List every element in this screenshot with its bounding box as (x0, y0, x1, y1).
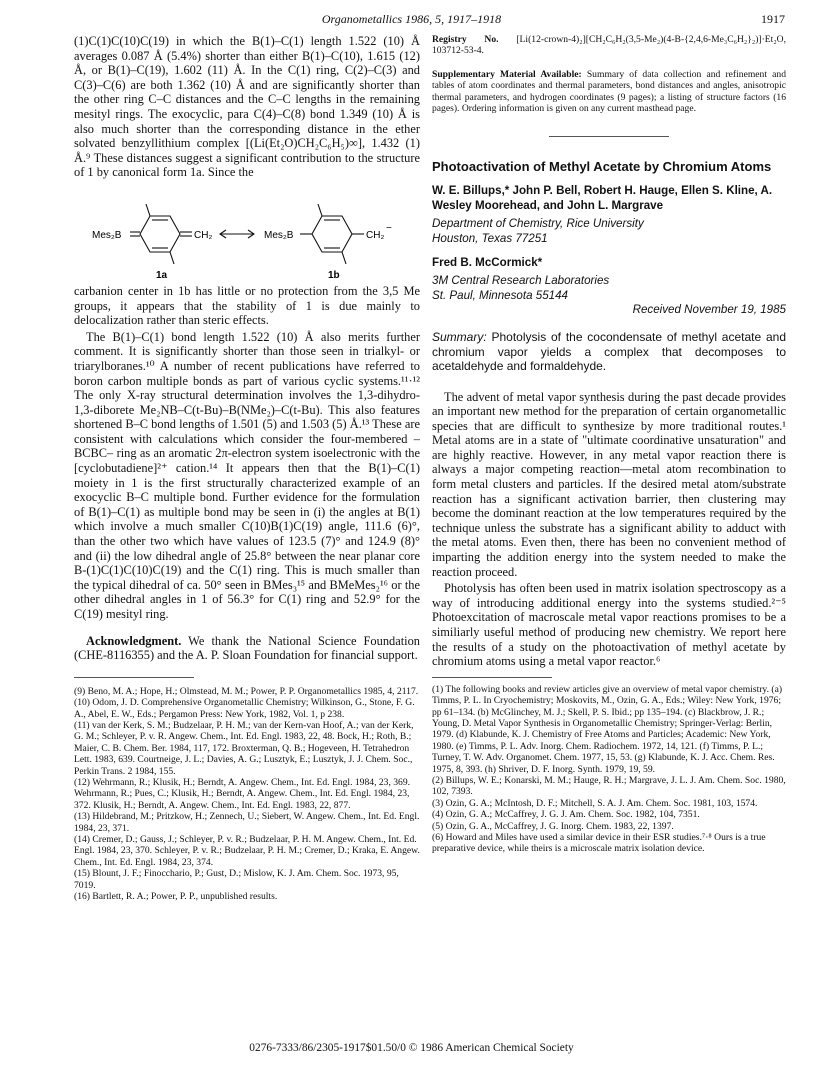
author-list-2: Fred B. McCormick* (432, 256, 543, 270)
article-title: Photoactivation of Methyl Acetate by Chromium Atoms (432, 159, 772, 175)
supplementary-material (432, 69, 786, 115)
footnote-rule (74, 677, 194, 678)
reference-item: (11) van der Kerk, S. M.; Budzelaar, P. H. M.; van der Kern-van Hoof, A.; van der Kerk, G. M.; Schleyer, P. v. R. Angew. Chem., Int. Ed. Engl. 1983, 22, 48. Bock, H.; Roth, B.; Maier, C. B. Chem. Ber. 1984, 117, 172. Broxterman, Q. B.; Hogeveen, H. Tetrahedron Lett. 1983, 639. Courtneige, J. L.; Davies, A. G.; Lusztyk, E.; Lusztyk, J. J. Chem. Soc., Perkin Trans. 2 1984, 155. (74, 720, 414, 777)
reference-item: (16) Bartlett, R. A.; Power, P. P., unpublished results. (74, 891, 278, 903)
reference-item: (15) Blount, J. F.; Finocchario, P.; Gust, D.; Mislow, K. J. Am. Chem. Soc. 1973, 95, 7019. (74, 868, 399, 891)
negative-charge-label: − (386, 222, 392, 234)
right-ch2-label: CH₂ (366, 229, 385, 241)
resonance-structures-svg (74, 188, 420, 280)
footnote-rule (432, 677, 552, 678)
left-paragraph-1: (1)C(1)C(10)C(19) in which the B(1)–C(1) length 1.522 (10) Å averages 0.087 Å (5.4%) shorter than either B(1)–C(10), 1.615 (12) Å, or B(1)–C(19), 1.602 (11) Å. In the C(1) ring, C(2)–C(3) and C(3)–C(6) are both 1.362 (10) Å and are significantly shorter than the other ring C–C distances and the C–C lengths in the remaining mesityl rings. The exocyclic, para C(4)–C(8) bond 1.349 (10) Å is also much shorter than the corresponding distance in the ether solvated benzyllithium complex [(Li(Et₂O)CH₂C₆H₅)∞], 1.432 (1) Å.⁹ These distances suggest a significant contribution to the structure of 1 by canonical form 1a. Since the (74, 34, 420, 180)
left-column (74, 34, 420, 903)
left-borane-label: Mes₂B (92, 229, 122, 241)
summary-text: Photolysis of the cocondensate of methyl acetate and chromium vapor yields a complex that decomposes to acetaldehyde and formaldehyde. (432, 330, 786, 374)
page-footer: 0276-7333/86/2305-1917$01.50/0 © 1986 American Chemical Society (249, 1042, 574, 1054)
left-paragraph-3: The B(1)–C(1) bond length 1.522 (10) Å also merits further comment. It is significantly shorter than those seen in trialkyl- or triarylboranes.¹⁰ A number of recent publications have referred to boron carbon multiple bonds as part of various cyclic systems.¹¹·¹² The only X-ray structural determination involves the 1,3-dihydro-1,3-diborete Me₂NB–C(t-Bu)–B(NMe₂)–C(t-Bu). This also features shortened B–C bond lengths of 1.501 (5) and 1.503 (5) Å.¹³ These are consistent with calculations which consider the four-membered –BCBC– ring as an aromatic 2π-electron system isoelectronic with the [cyclobutadiene]²⁺ cation.¹⁴ It appears then that the B(1)–C(1) moiety in 1 is the first structurally characterized example of an exocyclic B–C multiple bond. Further evidence for the formulation of B(1)–C(1) as multiple bond may be seen in (i) the angles at B(1) which involve a much smaller C(10)B(1)C(19) angle, 111.6 (6)°, than the other two which have values of 123.5 (7)° and 124.9 (8)° and (ii) the low dihedral angle of 25.8° between the near planar core B-(1)C(1)C(10)C(19) and the C(1) ring. This is much smaller than the typical dihedral of ca. 50° seen in BMes₃¹⁵ and BMeMes₂¹⁶ or the other dihedral angles in 1 of 56.3° for C(1) ring and 52.9° for the C(19) mesityl ring. (74, 329, 420, 621)
reference-item: (1) The following books and review articles give an overview of metal vapor chemistry. (a) Timms, P. L. In Cryochemistry; Moskovits, M., Ozin, G. A., Eds.; Wiley: New York, 1976; pp 61–134. (b) McGlinchey, M. J.; Skell, P. S. Ibid.; pp 135–194. (c) Blackbrow, J. R.; Young, D. Metal Vapor Synthesis in Organometallic Chemistry; Springer-Verlag: Berlin, 1979. (d) Klabunde, K. J. Chemistry of Free Atoms and Particles; Academic: New York, 1980. (e) Timms, P. L. Adv. Inorg. Chem. Radiochem. 1972, 14, 121. (f) Timms, P. L.; Turney, T. W. Adv. Organomet. Chem. 1977, 15, 53. (g) Klabunde, K. J. Acc. Chem. Res. 1975, 8, 393. (h) Shriver, D. F. Inorg. Synth. 1979, 19, 59. (432, 683, 783, 775)
right-body-paragraph-1: The advent of metal vapor synthesis during the past decade provides an important new method for the preparation of certain organometallic species that are difficult to synthesize by more traditional routes.¹ Metal atoms are in a state of "ultimate coordinative unsaturation" and are highly reactive. However, in any metal vapor reaction there is always a major competing reaction—metal atom recombination to form metal clusters and particles. If the desired metal atom/substrate reaction has a significant activation barrier, then clustering may become the dominant reaction at the low temperatures required by the technique unless the substrate has a significant ability to adduct with the metal atoms. Even then, there has been no convenient method of imparting the addition energy into the system needed to make the reaction proceed. (432, 389, 786, 579)
registry-text: [Li(12-crown-4)₂][CH₂C₆H₂(3,5-Me₂)(4-B-{2,4,6-Me₃C₆H₂}₂)]·Et₂O, 103712-53-4. (432, 34, 787, 57)
left-paragraph-2: carbanion center in 1b has little or no protection from the 3,5 Me groups, it appears that the stability of 1 is due mainly to delocalization rather than steric effects. (74, 283, 420, 328)
affiliation-2-line-2: St. Paul, Minnesota 55144 (432, 288, 568, 302)
right-column (432, 34, 786, 855)
registry-numbers (432, 34, 786, 57)
author-list-1: W. E. Billups,* John P. Bell, Robert H. Hauge, Ellen S. Kline, A. Wesley Moorehead, and John L. Margrave (432, 184, 773, 212)
supplementary-text: Summary of data collection and refinement and tables of atom coordinates and thermal parameters, bond distances and angles, anisotropic thermal parameters, and hydrogen coordinates (9 pages); a listing of structure factors (16 pages). Ordering information is given on any current masthead page. (432, 68, 786, 115)
reference-item: (3) Ozin, G. A.; McIntosh, D. F.; Mitchell, S. A. J. Am. Chem. Soc. 1981, 103, 1574. (432, 797, 758, 809)
affiliation-1-line-1: Department of Chemistry, Rice University (432, 217, 644, 231)
journal-citation: Organometallics 1986, 5, 1917–1918 (321, 12, 502, 26)
left-ch2-label: CH₂ (194, 229, 213, 241)
acknowledgment-heading: Acknowledgment. (86, 633, 182, 648)
label-1a: 1a (156, 269, 168, 280)
right-body-paragraph-2: Photolysis has often been used in matrix isolation spectroscopy as a way of introducing additional energy into the systems studied.²⁻⁵ Photoexcitation of macroscale metal vapor reactions promises to be a similiarly useful method of producing new chemistry. We report here the results of a study on the photoactivation of methyl acetate by chromium atoms using a metal vapor reactor.⁶ (432, 581, 786, 669)
reference-item: (10) Odom, J. D. Comprehensive Organometallic Chemistry; Wilkinson, G., Stone, F. G. A., Abel, E. W., Eds.; Pergamon Press: New York, 1982, Vol. 1, p 238. (74, 697, 415, 720)
reference-item: (5) Ozin, G. A., McCaffrey, J. G. Inorg. Chem. 1983, 22, 1397. (432, 820, 674, 832)
article-separator (549, 136, 669, 137)
received-date: Received November 19, 1985 (632, 303, 786, 317)
reference-item: (2) Billups, W. E.; Konarski, M. M.; Hauge, R. H.; Margrave, J. L. J. Am. Chem. Soc. 1980, 102, 7393. (432, 775, 786, 798)
acknowledgment (74, 634, 420, 663)
right-borane-label: Mes₂B (264, 229, 294, 241)
affiliation-2-line-1: 3M Central Research Laboratories (432, 274, 610, 288)
acknowledgment-text: We thank the National Science Foundation (CHE-8116355) and the A. P. Sloan Foundation for financial support. (74, 633, 420, 663)
supplementary-heading: Supplementary Material Available: (432, 68, 582, 80)
left-references (74, 686, 420, 903)
reference-item: (4) Ozin, G. A.; McCaffrey, J. G. J. Am. Chem. Soc. 1982, 104, 7351. (432, 809, 700, 821)
label-1b: 1b (328, 269, 340, 280)
page-number: 1917 (761, 12, 785, 26)
page-header (0, 6, 823, 26)
reference-item: (14) Cremer, D.; Gauss, J.; Schleyer, P. v. R.; Budzelaar, P. H. M. Angew. Chem., Int. Ed. Engl. 1984, 23, 370. Schleyer, P. v. R.; Budzelaar, P. H. M.; Cremer, D.; Kraka, E. Angew. Chem., Int. Ed. Engl. 1984, 23, 374. (74, 834, 420, 868)
article-summary (432, 330, 786, 373)
summary-heading: Summary: (432, 330, 487, 345)
registry-heading: Registry No. (432, 34, 499, 45)
reference-item: (6) Howard and Miles have used a similar device in their ESR studies.⁷·⁸ Ours is a true preparative device, while theirs is a microscale matrix isolation device. (432, 832, 766, 855)
reference-item: (12) Wehrmann, R.; Klusik, H.; Berndt, A. Angew. Chem., Int. Ed. Engl. 1984, 23, 369. Wehrmann, R.; Pues, C.; Klusik, H.; Berndt, A. Angew. Chem., Int. Ed. Engl. 1984, 23, 372. Klusik, H.; Berndt, A. Angew. Chem., Int. Ed. Engl. 1983, 22, 877. (74, 777, 411, 811)
affiliation-1-line-2: Houston, Texas 77251 (432, 231, 548, 245)
reference-item: (13) Hildebrand, M.; Pritzkow, H.; Zennech, U.; Siebert, W. Angew. Chem., Int. Ed. Engl. 1984, 23, 371. (74, 811, 420, 834)
reference-item: (9) Beno, M. A.; Hope, H.; Olmstead, M. M.; Power, P. P. Organometallics 1985, 4, 2117. (74, 685, 419, 697)
resonance-scheme (74, 188, 420, 280)
right-references (432, 684, 786, 855)
